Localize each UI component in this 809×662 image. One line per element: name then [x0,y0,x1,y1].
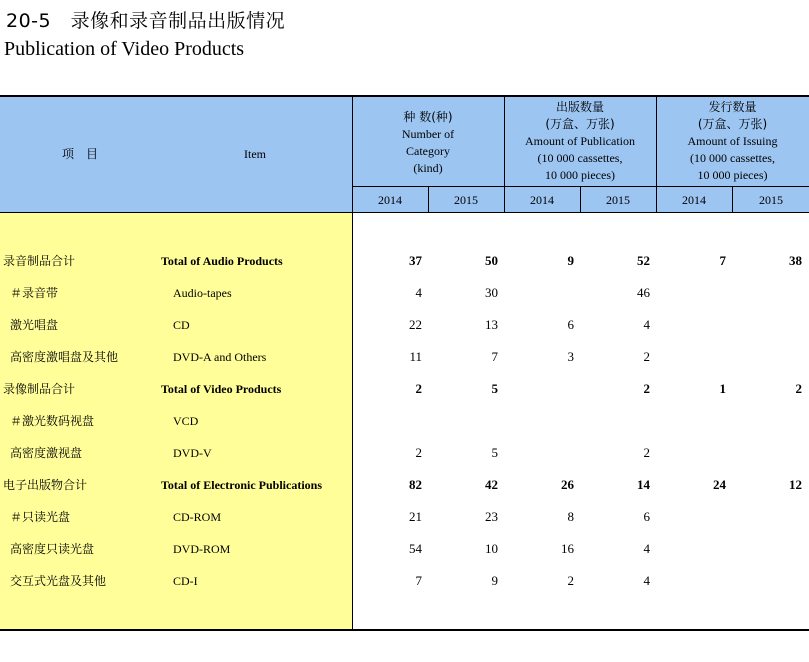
row-value: 10 [485,541,498,556]
row-value: 1 [719,381,726,396]
row-value: 13 [485,317,498,332]
row-label-en: CD [173,318,190,332]
header-issuing-en1: Amount of Issuing [687,134,778,148]
row-label-en: CD-ROM [173,510,222,524]
year-header: 2015 [759,193,783,207]
table-row [0,437,809,469]
row-value: 2 [415,381,422,396]
table-row [0,341,809,373]
row-label-en: CD-I [173,574,198,588]
header-publication-en3: 10 000 pieces) [545,168,615,182]
row-label-en: VCD [173,414,199,428]
table-row [0,469,809,501]
row-value: 54 [409,541,422,556]
row-label-zh: 交互式光盘及其他 [10,574,107,588]
year-header: 2015 [606,193,630,207]
header-category-en1: Number of [401,127,455,141]
table-bottom-rule [0,629,809,631]
header-issuing [656,99,809,184]
row-value: 6 [567,317,574,332]
row-value: 2 [643,381,650,396]
header-category-zh: 种 数(种) [403,110,453,124]
row-label-zh: ＃录音带 [10,286,59,300]
header-publication-en1: Amount of Publication [525,134,635,148]
year-header: 2014 [530,193,554,207]
row-value: 2 [795,381,802,396]
header-publication-zh2: (万盒、万张) [545,117,615,131]
row-label-zh: 电子出版物合计 [3,478,88,492]
header-issuing-en3: 10 000 pieces) [697,168,768,182]
header-category-en2: Category [406,144,450,158]
row-value: 12 [789,477,802,492]
row-value: 52 [637,253,650,268]
header-issuing-zh1: 发行数量 [708,100,757,114]
row-value: 11 [409,349,422,364]
row-value: 5 [491,445,498,460]
table-row [0,533,809,565]
table-row [0,565,809,597]
row-label-en: Total of Audio Products [161,254,283,268]
row-label-zh: 激光唱盘 [10,318,59,332]
table-row [0,373,809,405]
row-label-zh: 高密度激唱盘及其他 [10,350,119,364]
row-value: 6 [643,509,650,524]
row-value: 7 [491,349,498,364]
row-value: 2 [643,445,650,460]
row-value: 42 [485,477,498,492]
header-item-en: Item [244,147,266,161]
row-value: 2 [643,349,650,364]
row-label-zh: ＃只读光盘 [10,510,71,524]
year-header: 2015 [454,193,478,207]
header-issuing-en2: (10 000 cassettes, [690,151,775,165]
table-row [0,405,809,437]
row-value: 3 [567,349,574,364]
row-value: 9 [491,573,498,588]
row-value: 24 [713,477,726,492]
row-value: 4 [415,285,422,300]
row-value: 4 [643,573,650,588]
title-english: Publication of Video Products [4,38,245,60]
row-value: 26 [561,477,574,492]
row-value: 37 [409,253,422,268]
row-value: 21 [409,509,422,524]
title-chinese: 20-5 录像和录音制品出版情况 [6,10,286,32]
row-label-en: DVD-A and Others [173,350,267,364]
row-value: 82 [409,477,422,492]
row-value: 4 [643,541,650,556]
header-item-zh: 项 目 [61,147,98,161]
row-label-en: Total of Video Products [161,382,282,396]
row-value: 46 [637,285,650,300]
row-value: 9 [567,253,574,268]
row-value: 38 [789,253,802,268]
header-publication-en2: (10 000 cassettes, [537,151,623,165]
row-value: 30 [485,285,498,300]
row-label-zh: 高密度只读光盘 [10,542,95,556]
header-category-en3: (kind) [413,161,443,175]
row-value: 5 [491,381,498,396]
row-label-en: DVD-ROM [173,542,231,556]
table-row [0,245,809,277]
row-value: 50 [485,253,498,268]
row-value: 2 [415,445,422,460]
header-issuing-zh2: (万盒、万张) [697,117,768,131]
row-value: 8 [567,509,574,524]
row-value: 2 [567,573,574,588]
row-value: 22 [409,317,422,332]
row-value: 14 [637,477,650,492]
table-row [0,501,809,533]
table-row [0,309,809,341]
header-category [352,109,504,177]
row-value: 7 [415,573,422,588]
row-label-zh: ＃激光数码视盘 [10,414,95,428]
row-label-en: DVD-V [173,446,212,460]
row-label-en: Total of Electronic Publications [161,478,323,492]
row-value: 7 [719,253,726,268]
row-value: 4 [643,317,650,332]
year-header: 2014 [378,193,402,207]
row-value: 16 [561,541,574,556]
row-value: 23 [485,509,498,524]
row-label-zh: 录像制品合计 [3,382,76,396]
row-label-zh: 录音制品合计 [3,254,76,268]
year-header: 2014 [682,193,706,207]
table-header [0,97,809,213]
row-label-zh: 高密度激视盘 [10,446,83,460]
header-publication [504,99,656,184]
table-row [0,277,809,309]
header-publication-zh1: 出版数量 [555,100,604,114]
row-label-en: Audio-tapes [173,286,232,300]
